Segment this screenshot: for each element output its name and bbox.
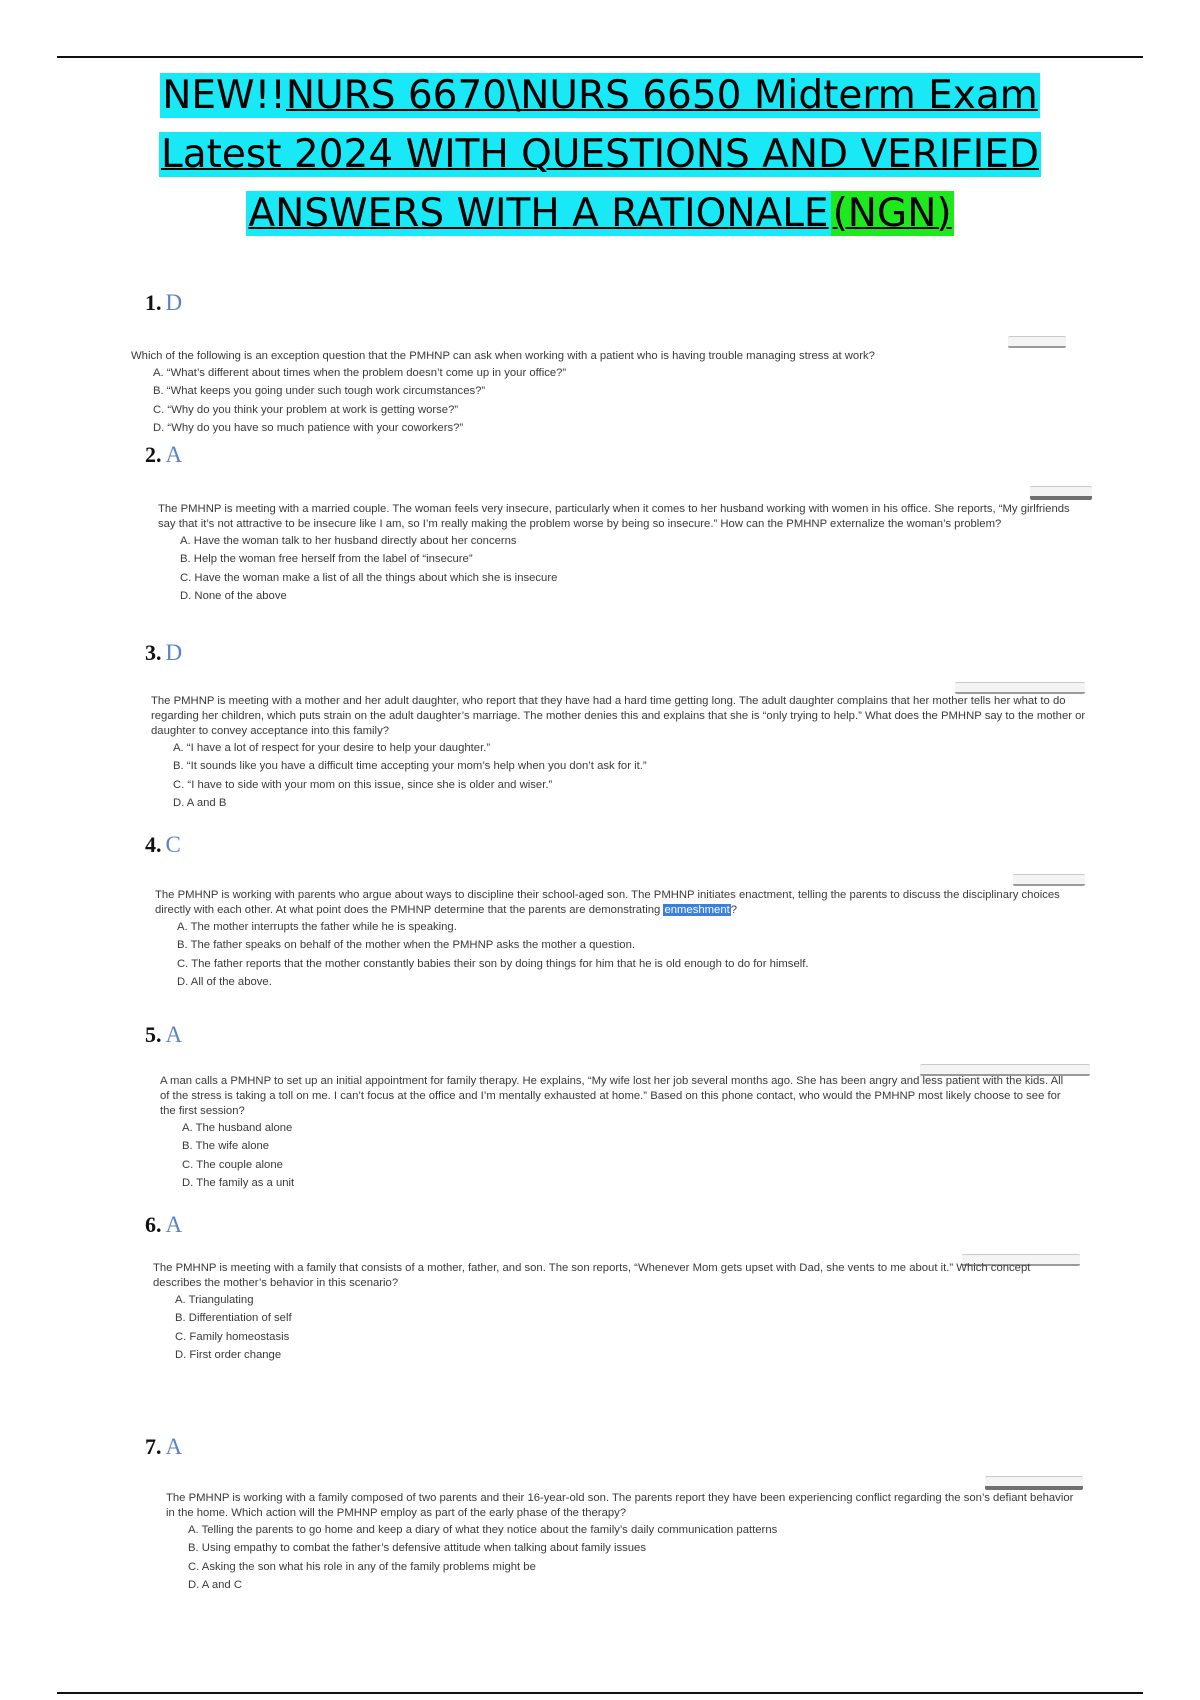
option-d: D. None of the above [180,589,287,602]
option-a: A. The mother interrupts the father while he is speaking. [177,921,457,933]
title-line-3: ANSWERS WITH A RATIONALE [248,191,829,236]
option-a: A. The husband alone [182,1122,293,1134]
question-7-header [145,1434,182,1460]
answer-letter: D [165,290,183,315]
question-6-header [145,1212,182,1238]
question-3-header [145,640,182,666]
question-number: 5. [145,1022,162,1047]
question-stem: A man calls a PMHNP to set up an initial appointment for family therapy. He explains, “My wife lost her job several months ago. She has been angry and less patient with the kids. All of the stress is taking a toll on me. I can’t focus at the office and I’m mentally exhausted at home.” Based on this phone contact, who would the PMHNP most likely choose to see for the first session? [160,1075,1064,1117]
option-c: C. Family homeostasis [175,1330,290,1343]
option-a: A. Have the woman talk to her husband directly about her concerns [180,535,517,547]
question-stem [155,888,1085,918]
question-2-screenshot [158,502,1073,605]
option-a: A. “I have a lot of respect for your desire to help your daughter.” [173,742,491,754]
question-4-screenshot [155,888,1085,991]
question-number: 6. [145,1212,162,1237]
document-title [60,66,1140,243]
top-rule [57,56,1143,58]
answer-letter: A [165,1212,183,1237]
selected-word: enmeshment [664,904,730,916]
option-d: D. All of the above. [177,975,272,988]
option-d: D. First order change [175,1348,282,1361]
option-b: B. Help the woman free herself from the label of “insecure” [180,553,473,566]
question-stem: The PMHNP is meeting with a family that consists of a mother, father, and son. The son reports, “Whenever Mom gets upset with Dad, she vents to me about it.” Which concept describes the mother’s behavior in this scenario? [153,1262,1031,1289]
option-a: A. Telling the parents to go home and keep a diary of what they notice about the family’s daily communication patterns [188,1524,778,1536]
question-6-screenshot [153,1261,1063,1364]
option-b: B. The father speaks on behalf of the mother when the PMHNP asks the mother a question. [177,939,635,952]
option-b: B. “It sounds like you have a difficult time accepting your mom’s help when you don’t ask for it.” [173,760,647,773]
question-mark: ? [730,904,738,916]
option-d: D. A and C [188,1578,243,1591]
option-c: C. “Why do you think your problem at work is getting worse?” [153,403,459,416]
option-b: B. “What keeps you going under such tough work circumstances?” [153,385,486,398]
question-number: 1. [145,290,162,315]
screenshot-toolbar-fragment [1030,486,1092,500]
question-stem: Which of the following is an exception question that the PMHNP can ask when working with a patient who is having trouble managing stress at work? [131,350,875,362]
answer-letter: A [165,1434,183,1459]
question-1-header [145,290,182,316]
option-d: D. The family as a unit [182,1176,295,1189]
title-line-1 [160,73,1040,118]
question-number: 7. [145,1434,162,1459]
title-prefix: NEW!! [162,73,286,118]
title-line-2: Latest 2024 WITH QUESTIONS AND VERIFIED [161,132,1039,177]
question-number: 3. [145,640,162,665]
option-c: C. The couple alone [182,1158,283,1171]
question-stem: The PMHNP is working with a family composed of two parents and their 16-year-old son. The parents report they have been experiencing conflict regarding the son’s defiant behavior in the home. Which action will the PMHNP employ as part of the early phase of the therapy? [166,1492,1074,1519]
screenshot-toolbar-fragment [1008,336,1066,348]
screenshot-toolbar-fragment [985,1476,1083,1490]
title-ngn-tag: (NGN) [832,191,952,236]
question-stem: The PMHNP is meeting with a married couple. The woman feels very insecure, particularly when it comes to her husband working with women in his office. She reports, “My girlfriends say that it’s not attractive to be insecure like I am, so I’m really making the problem worse by being so insecure.” How can the PMHNP externalize the woman’s problem? [158,503,1070,530]
option-c: C. “I have to side with your mom on this issue, since she is older and wiser.” [173,778,553,791]
option-b: B. The wife alone [182,1140,270,1153]
title-line-1-text: NURS 6670\NURS 6650 Midterm Exam [285,73,1038,118]
question-5-screenshot [160,1074,1075,1192]
question-number: 2. [145,442,162,467]
option-c: C. The father reports that the mother constantly babies their son by doing things for him that he is old enough to do for himself. [177,957,809,970]
option-c: C. Asking the son what his role in any of the family problems might be [188,1560,536,1573]
answer-letter: C [165,832,181,857]
question-7-screenshot [166,1491,1081,1594]
option-a: A. Triangulating [175,1294,254,1306]
answer-letter: A [165,442,183,467]
answer-letter: D [165,640,183,665]
question-number: 4. [145,832,162,857]
question-3-screenshot [151,694,1086,812]
question-1-screenshot [131,349,1021,437]
option-d: D. “Why do you have so much patience with your coworkers?” [153,421,464,434]
option-d: D. A and B [173,796,227,809]
bottom-rule [57,1692,1143,1694]
option-c: C. Have the woman make a list of all the things about which she is insecure [180,571,558,584]
option-b: B. Using empathy to combat the father’s defensive attitude when talking about family issues [188,1542,646,1555]
question-stem: The PMHNP is meeting with a mother and her adult daughter, who report that they have had a hard time getting long. The adult daughter complains that her mother tells her what to do regarding her children, which puts strain on the adult daughter’s marriage. The mother denies this and explains that she is “only trying to help.” What does the PMHNP say to the mother or daughter to convey acceptance into this family? [151,695,1086,737]
question-stem-text: The PMHNP is working with parents who argue about ways to discipline their school-aged son. The PMHNP initiates enactment, telling the parents to discuss the disciplinary choices directly with each other. At what point does the PMHNP determine that the parents are demonstrating [155,889,1060,916]
screenshot-toolbar-fragment [1013,874,1085,886]
answer-letter: A [165,1022,183,1047]
question-4-header [145,832,181,858]
option-a: A. “What’s different about times when the problem doesn’t come up in your office?” [153,367,567,379]
option-b: B. Differentiation of self [175,1312,292,1325]
question-2-header [145,442,182,468]
screenshot-toolbar-fragment [955,682,1085,694]
question-5-header [145,1022,182,1048]
